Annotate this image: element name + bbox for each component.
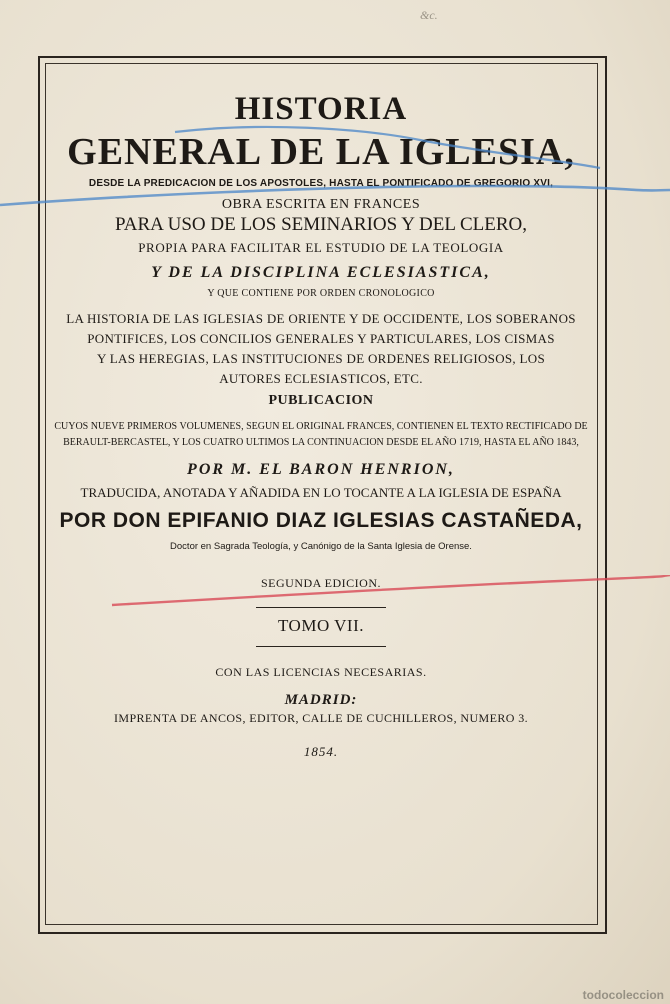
title-page-content [50, 64, 592, 760]
watermark-text: todocoleccion [582, 988, 664, 1002]
subtitle-propia: PROPIA PARA FACILITAR EL ESTUDIO DE LA TEOLOGIA [138, 240, 504, 255]
title-line-2: GENERAL DE LA IGLESIA, [67, 131, 575, 173]
imprint-city: MADRID: [284, 692, 358, 708]
licencias-label: CON LAS LICENCIAS NECESARIAS. [215, 665, 427, 679]
volume-rule-top [256, 607, 386, 608]
translator-credentials: Doctor en Sagrada Teología, y Canónigo de la Santa Iglesia de Orense. [170, 541, 472, 552]
volume-rule-bottom [256, 646, 386, 647]
contents-paragraph [50, 309, 592, 389]
translator-name: POR DON EPIFANIO DIAZ IGLESIAS CASTAÑEDA, [59, 509, 583, 532]
publication-heading: PUBLICACION [268, 393, 374, 408]
subtitle-contiene: Y QUE CONTIENE POR ORDEN CRONOLOGICO [207, 288, 435, 299]
paragraph-line: LA HISTORIA DE LAS IGLESIAS DE ORIENTE Y DE OCCIDENTE, LOS SOBERANOS [66, 311, 576, 326]
publication-lines [50, 419, 592, 451]
publication-line: CUYOS NUEVE PRIMEROS VOLUMENES, SEGUN EL ORIGINAL FRANCES, CONTIENEN EL TEXTO RECTIFICADO DE [54, 421, 588, 432]
translation-note: TRADUCIDA, ANOTADA Y AÑADIDA EN LO TOCANTE A LA IGLESIA DE ESPAÑA [80, 485, 562, 500]
volume-label: TOMO VII. [277, 616, 365, 635]
imprint-printer: IMPRENTA DE ANCOS, EDITOR, CALLE DE CUCHILLEROS, NUMERO 3. [113, 711, 529, 725]
paragraph-line: PONTIFICES, LOS CONCILIOS GENERALES Y PARTICULARES, LOS CISMAS [87, 331, 555, 346]
title-line-1: HISTORIA [234, 91, 408, 127]
subtitle-para-uso: PARA USO DE LOS SEMINARIOS Y DEL CLERO, [114, 214, 528, 235]
publication-line: BERAULT-BERCASTEL, Y LOS CUATRO ULTIMOS LA CONTINUACION DESDE EL AÑO 1719, HASTA EL AÑO 1843, [63, 437, 579, 448]
paragraph-line: Y LAS HEREGIAS, LAS INSTITUCIONES DE ORDENES RELIGIOSOS, LOS [97, 351, 545, 366]
paragraph-line: AUTORES ECLESIASTICOS, ETC. [219, 371, 423, 386]
subtitle-obra: OBRA ESCRITA EN FRANCES [221, 197, 421, 212]
imprint-year: 1854. [303, 744, 339, 759]
edition-label: SEGUNDA EDICION. [261, 576, 381, 590]
subtitle-desde: DESDE LA PREDICACION DE LOS APOSTOLES, HASTA EL PONTIFICADO DE GREGORIO XVI, [88, 178, 554, 189]
subtitle-disciplina: Y DE LA DISCIPLINA ECLESIASTICA, [151, 264, 491, 281]
watermark-logo [583, 988, 664, 1002]
faint-pencil-mark: &c. [420, 8, 438, 22]
author-por: POR M. EL BARON HENRION, [187, 461, 455, 478]
